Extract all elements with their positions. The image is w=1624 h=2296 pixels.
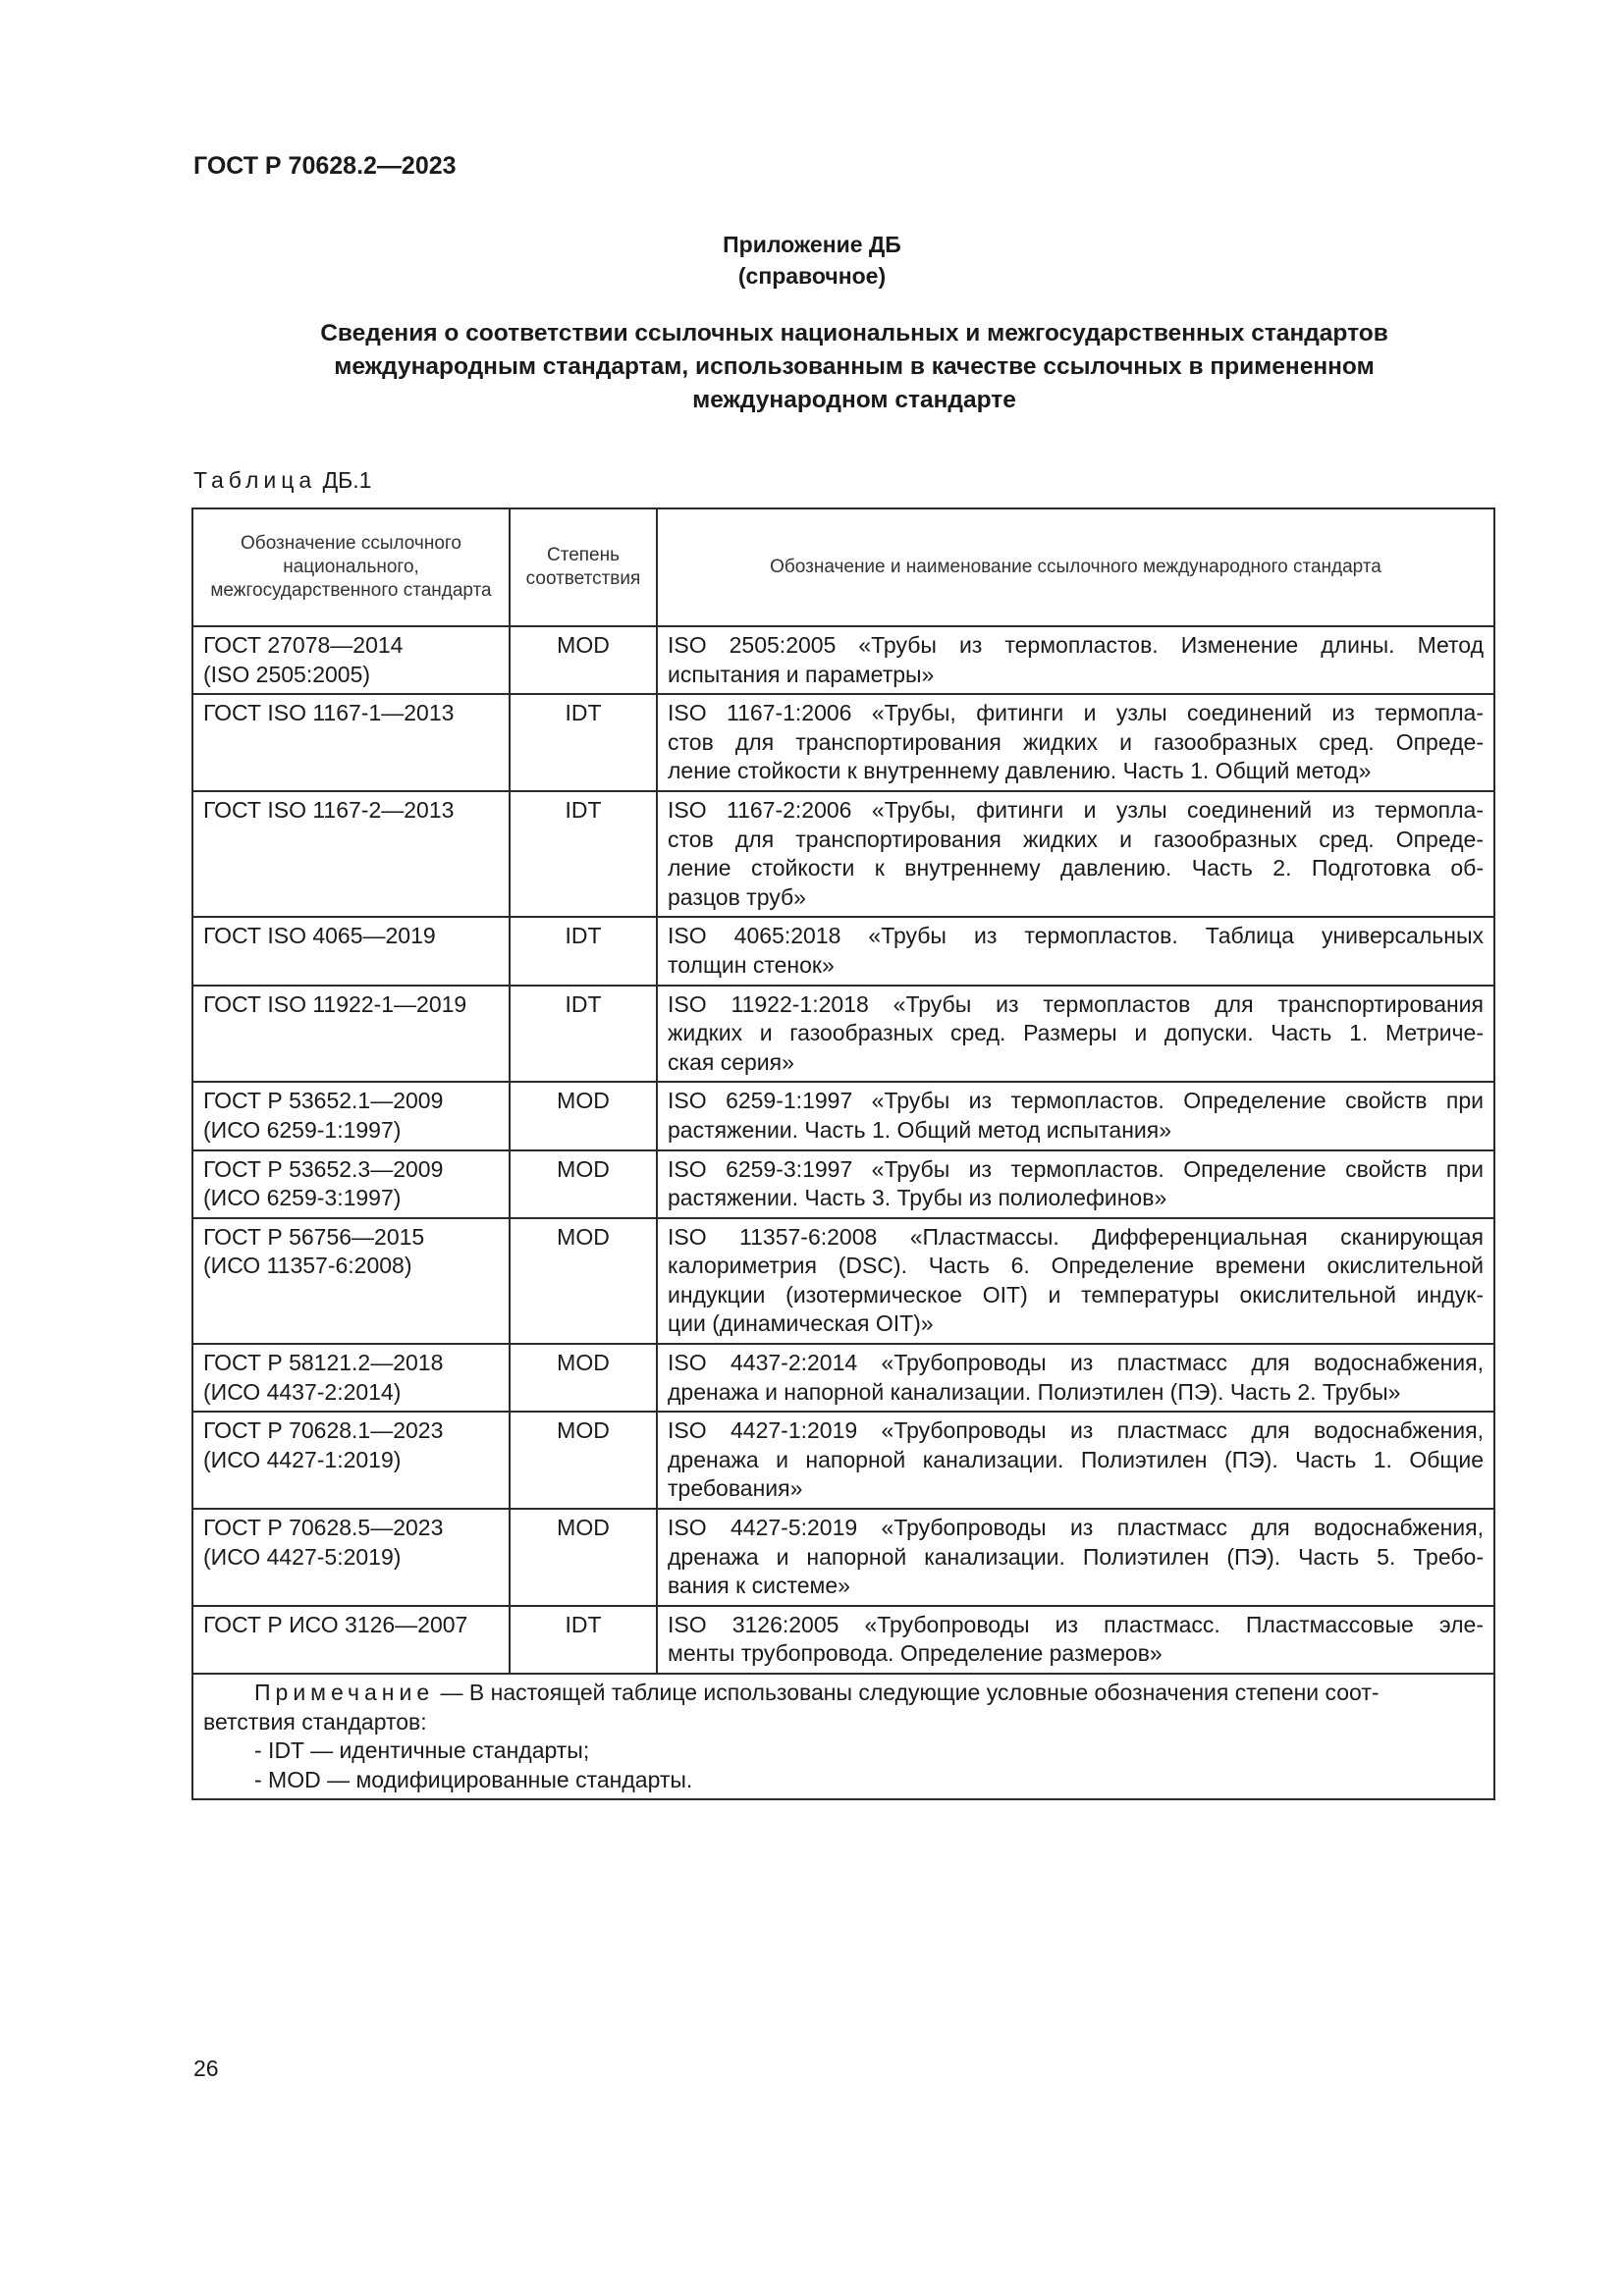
international-standard-line: ская серия»: [668, 1048, 794, 1075]
national-standard-line: ГОСТ Р 70628.5—2023: [203, 1515, 444, 1541]
international-standard-line: ISO 11357-6:2008 «Пластмассы. Дифференциальная сканирующая: [668, 1223, 1484, 1250]
international-standard-line: калориметрия (DSC). Часть 6. Определение времени окислительной: [668, 1253, 1484, 1279]
note-item-idt: - IDT — идентичные стандарты;: [254, 1737, 590, 1764]
cell-degree: IDT: [510, 986, 657, 1083]
page-number: 26: [193, 2056, 219, 2081]
international-standard-line: ISO 4437-2:2014 «Трубопроводы из пластмасс для водоснабжения,: [668, 1350, 1484, 1376]
cell-national-standard: [192, 1082, 510, 1149]
note-text: — В настоящей таблице использованы следующие условные обозначения степени соот-: [434, 1680, 1380, 1705]
table-row: [192, 917, 1494, 985]
international-standard-line: дренажа и напорной канализации. Полиэтилен (ПЭ). Часть 2. Трубы»: [668, 1378, 1401, 1405]
national-standard-line: ГОСТ ISO 11922-1—2019: [203, 990, 467, 1017]
international-standard-line: ISO 11922-1:2018 «Трубы из термопластов для транспортирования: [668, 990, 1484, 1017]
cell-international-standard: [657, 1509, 1494, 1606]
national-standard-line: ГОСТ Р ИСО 3126—2007: [203, 1611, 468, 1637]
cell-national-standard: [192, 791, 510, 917]
cell-degree: IDT: [510, 917, 657, 985]
cell-national-standard: [192, 1412, 510, 1509]
international-standard-line: ление стойкости к внутреннему давлению. Часть 2. Подготовка об-: [668, 855, 1484, 881]
cell-degree: MOD: [510, 1218, 657, 1344]
table-note-row: [192, 1674, 1494, 1799]
cell-national-standard: [192, 917, 510, 985]
cell-international-standard: [657, 1412, 1494, 1509]
international-standard-line: менты трубопровода. Определение размеров»: [668, 1640, 1163, 1667]
table-row: [192, 1509, 1494, 1606]
cell-international-standard: [657, 1606, 1494, 1674]
header-national-standard: Обозначение ссылочного национального, межгосударственного стандарта: [192, 508, 510, 626]
cell-degree: MOD: [510, 626, 657, 694]
cell-international-standard: [657, 1344, 1494, 1412]
cell-international-standard: [657, 694, 1494, 791]
national-standard-line: (ИСО 11357-6:2008): [203, 1253, 412, 1279]
table-row: [192, 1218, 1494, 1344]
cell-degree: MOD: [510, 1082, 657, 1149]
cell-national-standard: [192, 1150, 510, 1218]
national-standard-line: ГОСТ Р 70628.1—2023: [203, 1417, 444, 1444]
cell-international-standard: [657, 917, 1494, 985]
document-code: ГОСТ Р 70628.2—2023: [193, 152, 457, 180]
international-standard-line: стов для транспортирования жидких и газообразных сред. Опреде-: [668, 826, 1484, 852]
national-standard-line: (ISO 2505:2005): [203, 661, 371, 687]
table-row: [192, 626, 1494, 694]
national-standard-line: (ИСО 4427-5:2019): [203, 1543, 402, 1570]
international-standard-line: стов для транспортирования жидких и газообразных сред. Опреде-: [668, 728, 1484, 755]
international-standard-line: толщин стенок»: [668, 951, 835, 978]
international-standard-line: ISO 1167-2:2006 «Трубы, фитинги и узлы соединений из термопла-: [668, 796, 1484, 823]
table-caption-number: ДБ.1: [322, 467, 372, 493]
cell-degree: IDT: [510, 791, 657, 917]
international-standard-line: ISO 6259-1:1997 «Трубы из термопластов. Определение свойств при: [668, 1088, 1484, 1114]
cell-national-standard: [192, 986, 510, 1083]
cell-degree: MOD: [510, 1412, 657, 1509]
international-standard-line: ISO 1167-1:2006 «Трубы, фитинги и узлы соединений из термопла-: [668, 700, 1484, 726]
cell-international-standard: [657, 986, 1494, 1083]
international-standard-line: растяжении. Часть 1. Общий метод испытания»: [668, 1116, 1172, 1143]
table-row: [192, 986, 1494, 1083]
international-standard-line: вания к системе»: [668, 1573, 850, 1599]
cell-international-standard: [657, 1218, 1494, 1344]
standards-table: [191, 507, 1495, 1800]
table-row: [192, 1606, 1494, 1674]
national-standard-line: ГОСТ Р 56756—2015: [203, 1223, 425, 1250]
note-label: Примечание: [254, 1680, 435, 1705]
national-standard-line: (ИСО 6259-3:1997): [203, 1185, 402, 1211]
cell-international-standard: [657, 626, 1494, 694]
note-item-mod: - MOD — модифицированные стандарты.: [254, 1766, 693, 1792]
international-standard-line: ISO 4427-5:2019 «Трубопроводы из пластмасс для водоснабжения,: [668, 1515, 1484, 1541]
international-standard-line: разцов труб»: [668, 883, 806, 910]
national-standard-line: (ИСО 6259-1:1997): [203, 1116, 402, 1143]
table-caption-word: Таблица: [193, 467, 317, 493]
appendix-name: Приложение ДБ: [723, 232, 901, 257]
section-title: [196, 317, 1512, 417]
cell-degree: IDT: [510, 1606, 657, 1674]
international-standard-line: растяжении. Часть 3. Трубы из полиолефинов»: [668, 1185, 1167, 1211]
national-standard-line: ГОСТ ISO 4065—2019: [203, 923, 436, 949]
cell-degree: MOD: [510, 1150, 657, 1218]
table-row: [192, 1344, 1494, 1412]
national-standard-line: ГОСТ ISO 1167-1—2013: [203, 700, 455, 726]
international-standard-line: ISO 4427-1:2019 «Трубопроводы из пластмасс для водоснабжения,: [668, 1417, 1484, 1444]
cell-national-standard: [192, 626, 510, 694]
table-row: [192, 791, 1494, 917]
cell-national-standard: [192, 1218, 510, 1344]
cell-degree: IDT: [510, 694, 657, 791]
international-standard-line: ление стойкости к внутреннему давлению. Часть 1. Общий метод»: [668, 758, 1372, 784]
table-row: [192, 1082, 1494, 1149]
international-standard-line: испытания и параметры»: [668, 661, 935, 687]
national-standard-line: (ИСО 4427-1:2019): [203, 1446, 402, 1472]
header-degree: Степень соответствия: [510, 508, 657, 626]
international-standard-line: ISO 2505:2005 «Трубы из термопластов. Изменение длины. Метод: [668, 632, 1484, 658]
national-standard-line: ГОСТ ISO 1167-2—2013: [203, 796, 455, 823]
cell-national-standard: [192, 694, 510, 791]
international-standard-line: жидких и газообразных сред. Размеры и допуски. Часть 1. Метриче-: [668, 1020, 1484, 1046]
table-header-row: [192, 508, 1494, 626]
national-standard-line: ГОСТ Р 58121.2—2018: [203, 1350, 444, 1376]
national-standard-line: ГОСТ Р 53652.1—2009: [203, 1088, 444, 1114]
title-line: международном стандарте: [692, 387, 1016, 413]
international-standard-line: ISO 3126:2005 «Трубопроводы из пластмасс. Пластмассовые эле-: [668, 1611, 1484, 1637]
header-international-standard: Обозначение и наименование ссылочного международного стандарта: [657, 508, 1494, 626]
cell-national-standard: [192, 1344, 510, 1412]
national-standard-line: ГОСТ Р 53652.3—2009: [203, 1155, 444, 1182]
note-text-cont: ветствия стандартов:: [203, 1708, 427, 1735]
international-standard-line: индукции (изотермическое OIT) и температуры окислительной индук-: [668, 1281, 1484, 1308]
international-standard-line: ISO 4065:2018 «Трубы из термопластов. Таблица универсальных: [668, 923, 1484, 949]
title-line: международным стандартам, использованным в качестве ссылочных в примененном: [334, 353, 1375, 380]
table-body: [192, 626, 1494, 1674]
cell-degree: MOD: [510, 1509, 657, 1606]
appendix-heading: [0, 229, 1624, 292]
cell-national-standard: [192, 1509, 510, 1606]
table-note: [192, 1674, 1494, 1799]
cell-international-standard: [657, 1150, 1494, 1218]
international-standard-line: дренажа и напорной канализации. Полиэтилен (ПЭ). Часть 5. Требо-: [668, 1543, 1484, 1570]
national-standard-line: ГОСТ 27078—2014: [203, 632, 404, 658]
cell-national-standard: [192, 1606, 510, 1674]
cell-degree: MOD: [510, 1344, 657, 1412]
table-caption: [193, 467, 371, 494]
cell-international-standard: [657, 791, 1494, 917]
national-standard-line: (ИСО 4437-2:2014): [203, 1378, 402, 1405]
international-standard-line: ISO 6259-3:1997 «Трубы из термопластов. Определение свойств при: [668, 1155, 1484, 1182]
title-line: Сведения о соответствии ссылочных национальных и межгосударственных стандартов: [320, 320, 1388, 347]
international-standard-line: ции (динамическая OIT)»: [668, 1310, 934, 1337]
international-standard-line: дренажа и напорной канализации. Полиэтилен (ПЭ). Часть 1. Общие: [668, 1446, 1484, 1472]
international-standard-line: требования»: [668, 1475, 803, 1502]
table-row: [192, 1150, 1494, 1218]
table-row: [192, 694, 1494, 791]
appendix-type: (справочное): [737, 263, 887, 289]
cell-international-standard: [657, 1082, 1494, 1149]
table-row: [192, 1412, 1494, 1509]
